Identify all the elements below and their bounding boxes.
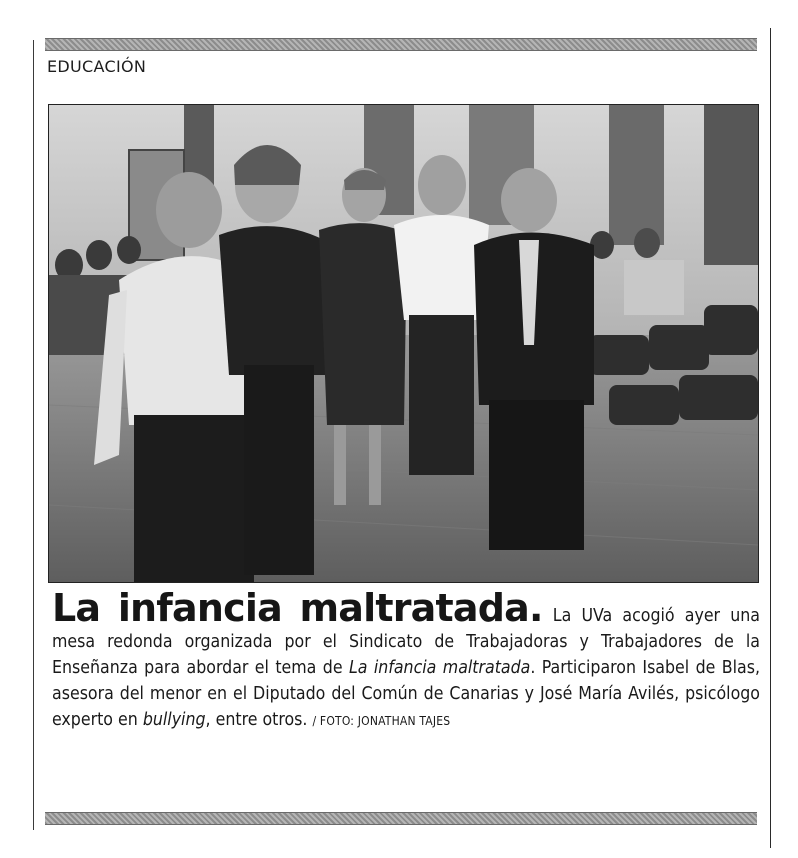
caption-italic-title: La infancia maltratada (348, 658, 531, 678)
column-rule-right (770, 28, 771, 848)
caption-italic-term: bullying (142, 710, 206, 730)
section-bottom-rule (45, 812, 757, 825)
caption-headline: La infancia maltratada. (52, 586, 543, 630)
caption-text-part-2: . Participaron Isabel de Blas, asesora del menor en el Diputado del Común de Canarias y José María Avilés, psicólogo experto en (52, 658, 760, 730)
photo-caption (52, 586, 760, 734)
caption-text-part-3: , entre otros. (205, 710, 308, 730)
photo-illustration (49, 105, 758, 582)
column-rule-left (33, 40, 34, 830)
section-top-rule (45, 38, 757, 51)
news-photo (48, 104, 759, 583)
photo-credit: / FOTO: JONATHAN TAJES (312, 714, 451, 728)
caption-text-part-1: La UVa acogió ayer una mesa redonda organizada por el Sindicato de Trabajadoras y Trabajadores de la Enseñanza para abordar el tema de (52, 606, 760, 678)
section-label: EDUCACIÓN (47, 57, 147, 76)
